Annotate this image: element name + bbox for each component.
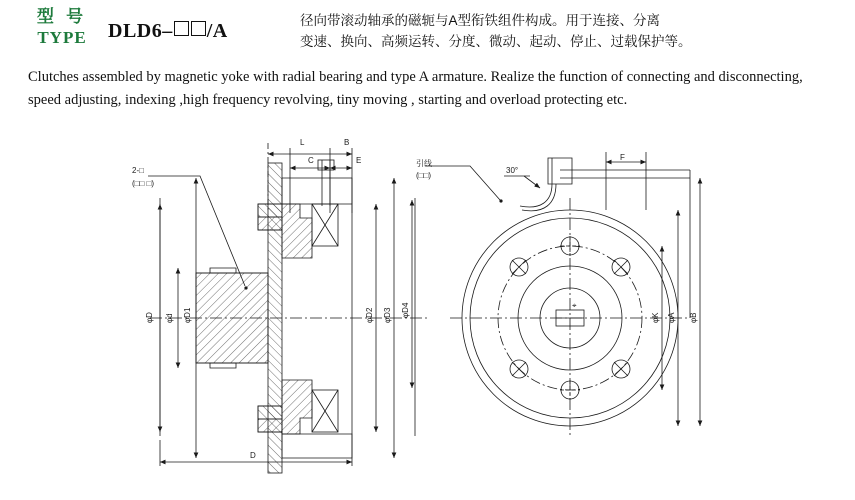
dim-phi-B: φB	[689, 312, 698, 323]
description-chinese-line-1: 径向带滚动轴承的磁轭与A型衔铁组件构成。用于连接、分离	[300, 13, 661, 28]
model-code-placeholder-box-1	[174, 21, 189, 36]
callout-angle: 30°	[506, 166, 519, 175]
dim-C: C	[308, 156, 314, 165]
dim-phi-d: φd	[165, 313, 174, 323]
description-chinese-line-2: 变速、换向、高频运转、分度、微动、起动、停止、过载保护等。	[300, 34, 692, 49]
type-label-en: TYPE	[37, 28, 87, 48]
dim-phi-D1: φD1	[183, 307, 192, 323]
dim-phi-D2: φD2	[365, 307, 374, 323]
center-mark-label: ⌖	[572, 301, 577, 310]
dim-phi-D3: φD3	[383, 307, 392, 323]
model-code-suffix: /A	[206, 20, 228, 42]
dim-D-bottom: D	[250, 451, 256, 460]
dim-E: E	[356, 156, 362, 165]
model-code-prefix: DLD6–	[108, 20, 173, 42]
type-label	[22, 6, 102, 49]
callout-hole-spec: (□□ □)	[132, 179, 155, 188]
dim-B: B	[344, 138, 350, 147]
front-view-group	[425, 152, 700, 438]
callout-lead-wire-spec: (□□)	[416, 171, 431, 180]
drawing-svg	[0, 118, 855, 500]
dim-F: F	[620, 153, 625, 162]
type-label-cn: 型 号	[36, 7, 88, 26]
dim-phi-K: φK	[651, 312, 660, 323]
dim-L: L	[300, 138, 305, 147]
model-code	[108, 20, 228, 43]
dim-phi-D4: φD4	[401, 302, 410, 318]
model-code-placeholder-box-2	[191, 21, 206, 36]
header	[0, 0, 855, 62]
description-english: Clutches assembled by magnetic yoke with radial bearing and type A armature. Realize the function of connecting and disconnecting, speed adjusting, indexing ,high frequency revolving, tiny moving , starting and overload protecting etc.	[28, 69, 803, 108]
dim-phi-D: φD	[145, 312, 154, 323]
technical-drawing	[0, 118, 855, 500]
description-chinese	[300, 10, 845, 52]
dim-phi-A: φA	[667, 312, 676, 323]
callout-lead-wire: 引线	[416, 159, 432, 168]
callout-hole-count: 2-□	[132, 166, 144, 175]
